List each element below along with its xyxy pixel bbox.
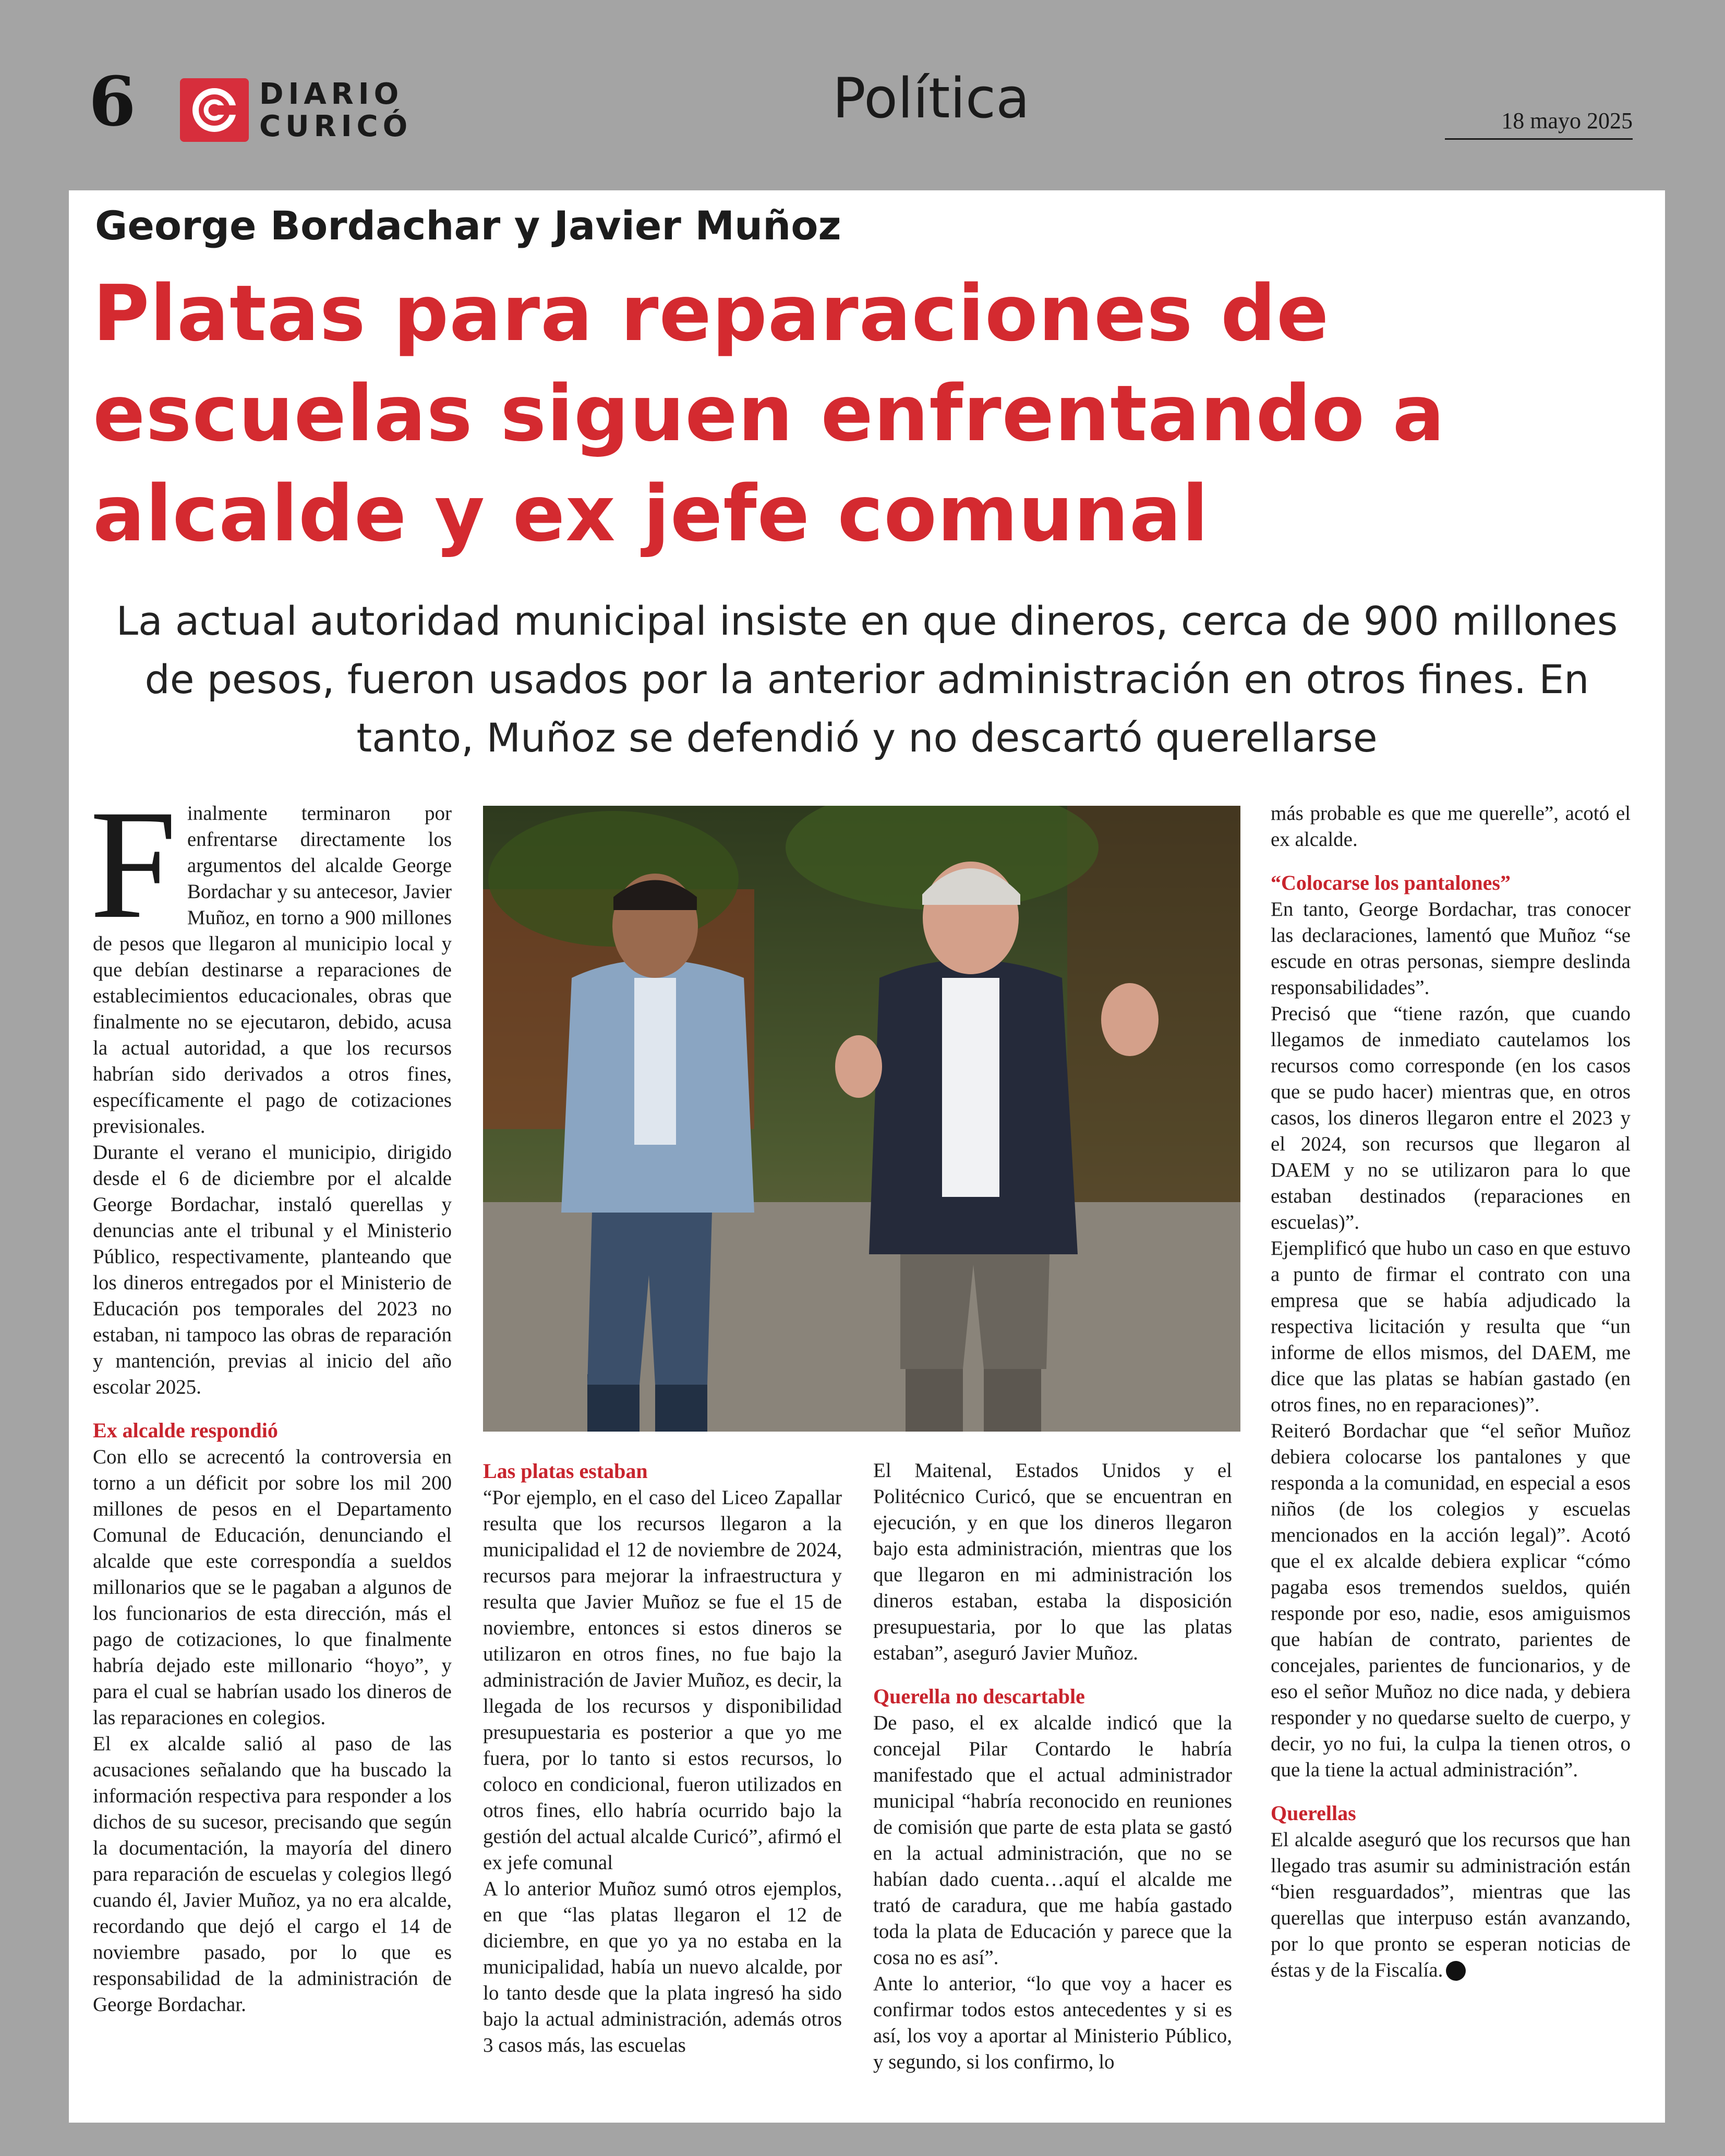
subheading-ex-alcalde: Ex alcalde respondió <box>93 1419 278 1442</box>
column-1-paragraph-1-text: inalmente terminaron por enfrentarse directamente los argumentos del alcalde George Bordachar y su antecesor, Javier Muñoz, en torno a 900 millones de pesos que llegaron al municipio local y que debían destinarse a reparaciones de establecimientos educacionales, obras que finalmente no se ejecutaron, debido, acusa la actual autoridad, a que los recursos habrían sido derivados a otros fines, específicamente el pago de cotizaciones previsionales. <box>93 802 452 1137</box>
article-column-2 <box>483 1458 842 2058</box>
article-photo <box>483 806 1240 1432</box>
column-4-paragraph-1: más probable es que me querelle”, acotó el ex alcalde. <box>1271 802 1631 851</box>
subheading-querellas: Querellas <box>1271 1801 1356 1825</box>
column-4-paragraph-5: Reiteró Bordachar que “el señor Muñoz debiera colocarse los pantalones y que responda a la comunidad, en especial a esos niños (de los colegios y escuelas mencionados en la acción legal)”. Acotó que el ex alcalde debiera explicar “cómo pagaba esos tremendos sueldos, quién responde por eso, nadie, esos amiguismos que habían de contrato, parientes de concejales, parientes de funcionarios, y de eso el señor Muñoz no dice nada, y debiera responder y no quedarse suelto de cuerpo, y decir, yo no fui, la culpa la tienen otros, o que la tiene la actual administración”. <box>1271 1420 1631 1781</box>
column-4-paragraph-2: En tanto, George Bordachar, tras conocer las declaraciones, lamentó que Muñoz “se escude en otras personas, siempre deslinda responsabilidades”. <box>1271 898 1631 999</box>
column-2-paragraph-1: “Por ejemplo, en el caso del Liceo Zapallar resulta que los recursos llegaron a la municipalidad el 12 de noviembre de 2024, recursos para mejorar la infraestructura y resulta que Javier Muñoz se fue el 15 de noviembre, entonces si estos dineros se utilizaron en otros fines, no fue bajo la administración de Javier Muñoz, es decir, la llegada de los recursos y disponibilidad presupuestaria es posterior a que yo me fuera, por lo tanto si estos recursos, lo coloco en condicional, fueron utilizados en otros fines, ello habría ocurrido bajo la gestión del actual alcalde Curicó”, afirmó el ex jefe comunal <box>483 1486 842 1874</box>
column-3-paragraph-3: Ante lo anterior, “lo que voy a hacer es confirmar todos estos antecedentes y si es así, los voy a aportar al Ministerio Público, y segundo, si los confirmo, lo <box>873 1972 1232 2073</box>
brand-name <box>259 78 412 143</box>
column-4-paragraph-3: Precisó que “tiene razón, que cuando llegamos de inmediato cautelamos los recursos como corresponde (en los casos que se pudo hacer) mientras que, en otros casos, los dineros llegaron entre el 2023 y el 2024, son recursos que llegaron al DAEM y no se utilizaron para lo que estaban destinados (reparaciones en escuelas)”. <box>1271 1002 1631 1233</box>
photo-two-men-walking <box>483 806 1240 1432</box>
article-column-4 <box>1271 801 1631 1983</box>
article <box>69 190 1665 2123</box>
drop-cap: F <box>90 778 177 951</box>
end-of-article-icon <box>1446 1961 1466 1981</box>
column-1-paragraph-4: El ex alcalde salió al paso de las acusaciones señalando que ha buscado la información respectiva para responder a los dichos de su sucesor, precisando que según la documentación, la mayoría del dinero para reparación de escuelas y colegios llegó cuando él, Javier Muñoz, ya no era alcalde, recordando que dejó el cargo el 14 de noviembre pasado, por lo que es responsabilidad de la administración de George Bordachar. <box>93 1733 452 2016</box>
article-column-1 <box>90 778 452 2018</box>
article-column-3 <box>873 1458 1232 2075</box>
page-number: 6 <box>89 62 136 141</box>
subheading-querella: Querella no descartable <box>873 1685 1085 1708</box>
subheading-las-platas: Las platas estaban <box>483 1459 648 1483</box>
column-4-paragraph-4: Ejemplificó que hubo un caso en que estuvo a punto de firmar el contrato con una empresa que se había adjudicado la respectiva licitación y resulta que “un informe de ellos mismos, del DAEM, me dice que las platas se habían gastado (en otros fines, no en reparaciones)”. <box>1271 1237 1631 1416</box>
article-kicker: George Bordachar y Javier Muñoz <box>95 202 841 249</box>
column-4-paragraph-6 <box>1271 1827 1631 1983</box>
column-1-paragraph-2: Durante el verano el municipio, dirigido desde el 6 de diciembre por el alcalde George Bordachar, instaló querellas y denuncias ante el tribunal y el Ministerio Público, respectivamente, planteando que los dineros entregados por el Ministerio de Educación pos temporales del 2023 no estaban, ni tampoco las obras de reparación y mantención, previas al inicio del año escolar 2025. <box>93 1141 452 1398</box>
diario-curico-logo-icon <box>180 78 249 142</box>
column-3-paragraph-2: De paso, el ex alcalde indicó que la concejal Pilar Contardo le habría manifestado que el actual administrador municipal “habría reconocido en reuniones de comisión que parte de esta plata se gastó en la actual administración, que no se habían dado cuenta…aquí el alcalde me trató de caradura, que me había gastado toda la plata de Educación y parece que la cosa no es así”. <box>873 1712 1232 1969</box>
column-2-paragraph-2: A lo anterior Muñoz sumó otros ejemplos, en que “las platas llegaron el 12 de diciembre, en que yo ya no estaba en la municipalidad, había un nuevo alcalde, por lo tanto desde que la plata ingresó ha sido bajo la actual administración, además otros 3 casos más, las escuelas <box>483 1878 842 2056</box>
article-headline: Platas para reparaciones de escuelas siguen enfrentando a alcalde y ex jefe comunal <box>93 269 1445 559</box>
article-dek: La actual autoridad municipal insiste en que dineros, cerca de 900 millones de pesos, fueron usados por la anterior administración en otros fines. En tanto, Muñoz se defendió y no descartó querellarse <box>116 598 1618 761</box>
section-title: Política <box>832 66 1030 130</box>
column-4-paragraph-6-text: El alcalde aseguró que los recursos que han llegado tras asumir su administración están “bien resguardados”, mientras que las querellas que interpuso están avanzando, por lo que pronto se esperan noticias de éstas y de la Fiscalía. <box>1271 1828 1631 1981</box>
column-1-paragraph-1 <box>90 778 452 1140</box>
brand-line-2: CURICÓ <box>259 110 413 143</box>
brand-line-1: DIARIO <box>259 77 404 111</box>
column-3-paragraph-1: El Maitenal, Estados Unidos y el Politécnico Curicó, que se encuentran en ejecución, y en que los dineros llegaron bajo esta administración, mientras que los que llegaron en mi administración los dineros estaban, estaba la disposición presupuestaria, por lo que las platas estaban”, aseguró Javier Muñoz. <box>873 1459 1232 1664</box>
column-1-paragraph-3: Con ello se acrecentó la controversia en torno a un déficit por sobre los mil 200 millones de pesos en el Departamento Comunal de Educación, denunciando el alcalde que este correspondía a sueldos millonarios que se le pagaban a algunos de los funcionarios de esta dirección, más el pago de cotizaciones, lo que finalmente habría dejado este millonario “hoyo”, y para el cual se habrían usado los dineros de las reparaciones en colegios. <box>93 1446 452 1729</box>
issue-date: 18 mayo 2025 <box>1445 107 1633 140</box>
subheading-pantalones: “Colocarse los pantalones” <box>1271 871 1511 894</box>
